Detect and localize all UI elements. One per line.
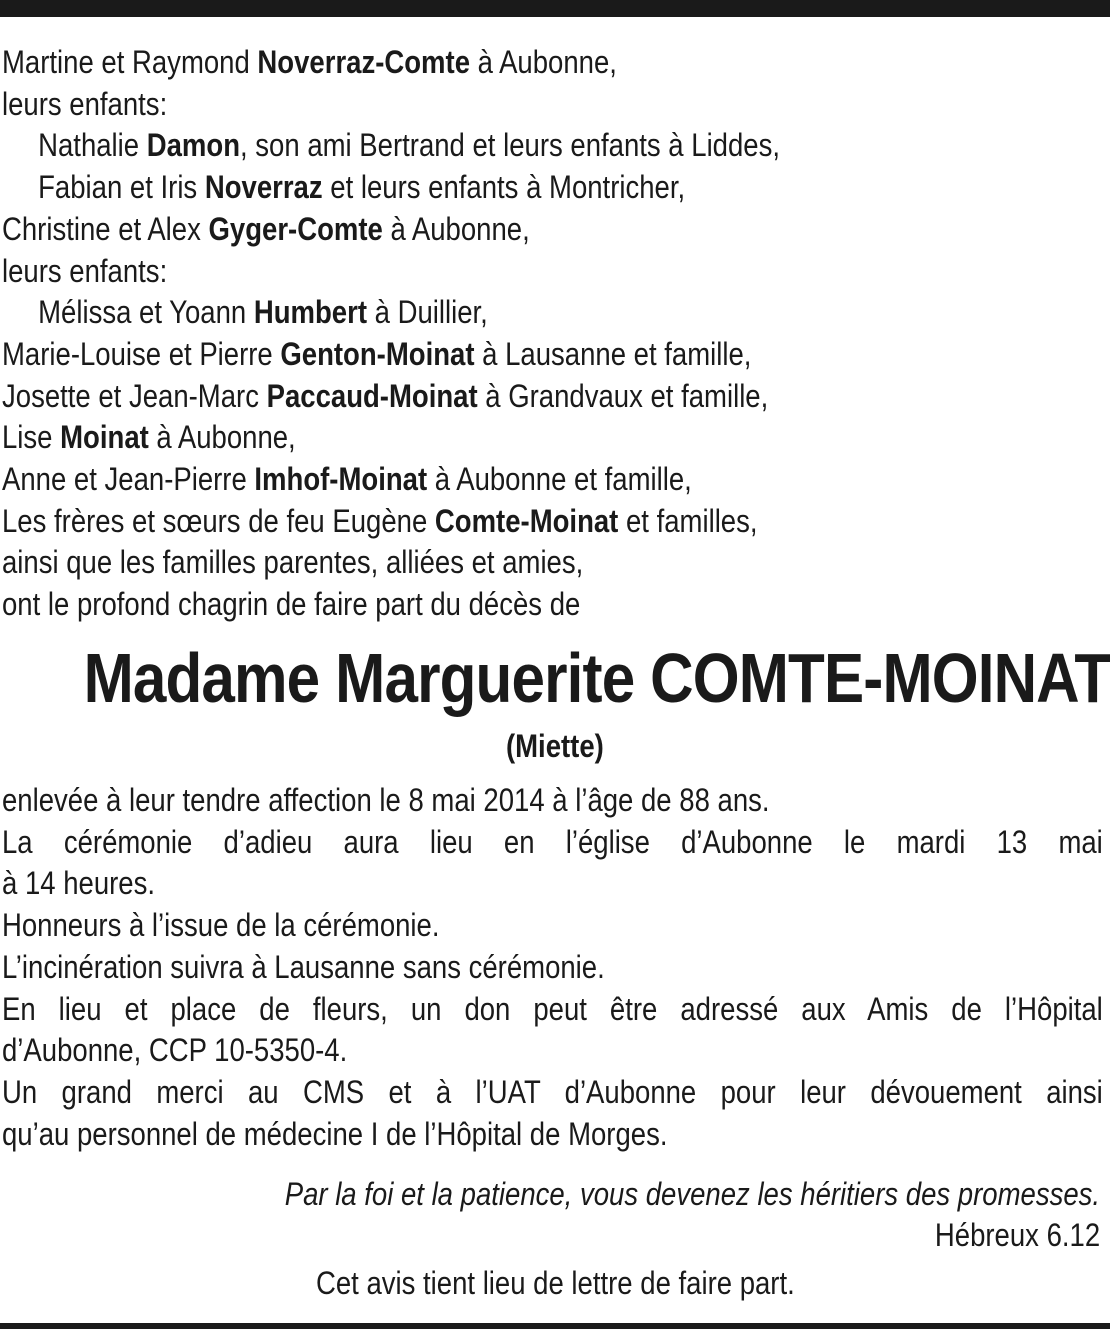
family-surname: Paccaud-Moinat [266, 377, 478, 414]
family-surname: Damon [146, 127, 241, 164]
details-line: Un grand merci au CMS et à l’UAT d’Aubonne pour leur dévouement ainsi [2, 1073, 1103, 1110]
family-surname: Noverraz [204, 169, 323, 206]
details-line: enlevée à leur tendre affection le 8 mai 2014 à l’âge de 88 ans. [2, 782, 770, 818]
deceased-heading [0, 636, 1110, 720]
family-line: Lise Moinat à Aubonne, [2, 419, 296, 456]
details-line: qu’au personnel de médecine I de l’Hôpital de Morges. [2, 1115, 668, 1152]
family-surname: Imhof-Moinat [254, 461, 428, 498]
details-line: Honneurs à l’issue de la cérémonie. [2, 907, 440, 944]
family-line: leurs enfants: [2, 85, 168, 122]
family-line: Josette et Jean-Marc Paccaud-Moinat à Grandvaux et famille, [2, 377, 769, 414]
details-line: En lieu et place de fleurs, un don peut être adressé aux Amis de l’Hôpital [2, 990, 1103, 1027]
family-surname: Gyger-Comte [208, 210, 383, 247]
family-surname: Moinat [60, 419, 149, 456]
family-line: ont le profond chagrin de faire part du décès de [2, 586, 581, 623]
deceased-name: Madame Marguerite COMTE-MOINAT [83, 639, 1110, 717]
family-line: Nathalie Damon, son ami Bertrand et leurs enfants à Liddes, [38, 127, 781, 164]
details-line: L’incinération suivra à Lausanne sans cérémonie. [2, 948, 605, 985]
family-line: Martine et Raymond Noverraz-Comte à Aubonne, [2, 44, 617, 80]
deceased-nickname-row [0, 724, 1110, 768]
deceased-nickname: (Miette) [506, 728, 604, 764]
family-line: ainsi que les familles parentes, alliées et amies, [2, 544, 584, 581]
bible-reference: Hébreux 6.12 [934, 1217, 1100, 1253]
family-list [2, 42, 948, 626]
details-block [2, 780, 1103, 1155]
details-line: à 14 heures. [2, 865, 155, 902]
family-line: Fabian et Iris Noverraz et leurs enfants à Montricher, [38, 169, 686, 206]
family-line: Les frères et sœurs de feu Eugène Comte-Moinat et familles, [2, 502, 758, 539]
closing-note-row [0, 1262, 1110, 1304]
family-surname: Humbert [253, 294, 367, 331]
family-line: Anne et Jean-Pierre Imhof-Moinat à Aubonne et famille, [2, 461, 692, 498]
family-line: Christine et Alex Gyger-Comte à Aubonne, [2, 210, 530, 247]
family-surname: Noverraz-Comte [257, 44, 471, 80]
family-surname: Comte-Moinat [434, 502, 619, 539]
top-rule [0, 0, 1110, 17]
family-line: leurs enfants: [2, 252, 168, 289]
bottom-rule [0, 1323, 1110, 1329]
details-line: d’Aubonne, CCP 10-5350-4. [2, 1032, 348, 1069]
bible-quote: Par la foi et la patience, vous devenez les héritiers des promesses. [284, 1176, 1100, 1212]
family-line: Mélissa et Yoann Humbert à Duillier, [38, 294, 488, 331]
family-line: Marie-Louise et Pierre Genton-Moinat à Lausanne et famille, [2, 335, 752, 372]
details-line: La cérémonie d’adieu aura lieu en l’église d’Aubonne le mardi 13 mai [2, 823, 1103, 860]
closing-note: Cet avis tient lieu de lettre de faire part. [315, 1265, 795, 1301]
family-surname: Genton-Moinat [280, 335, 475, 372]
